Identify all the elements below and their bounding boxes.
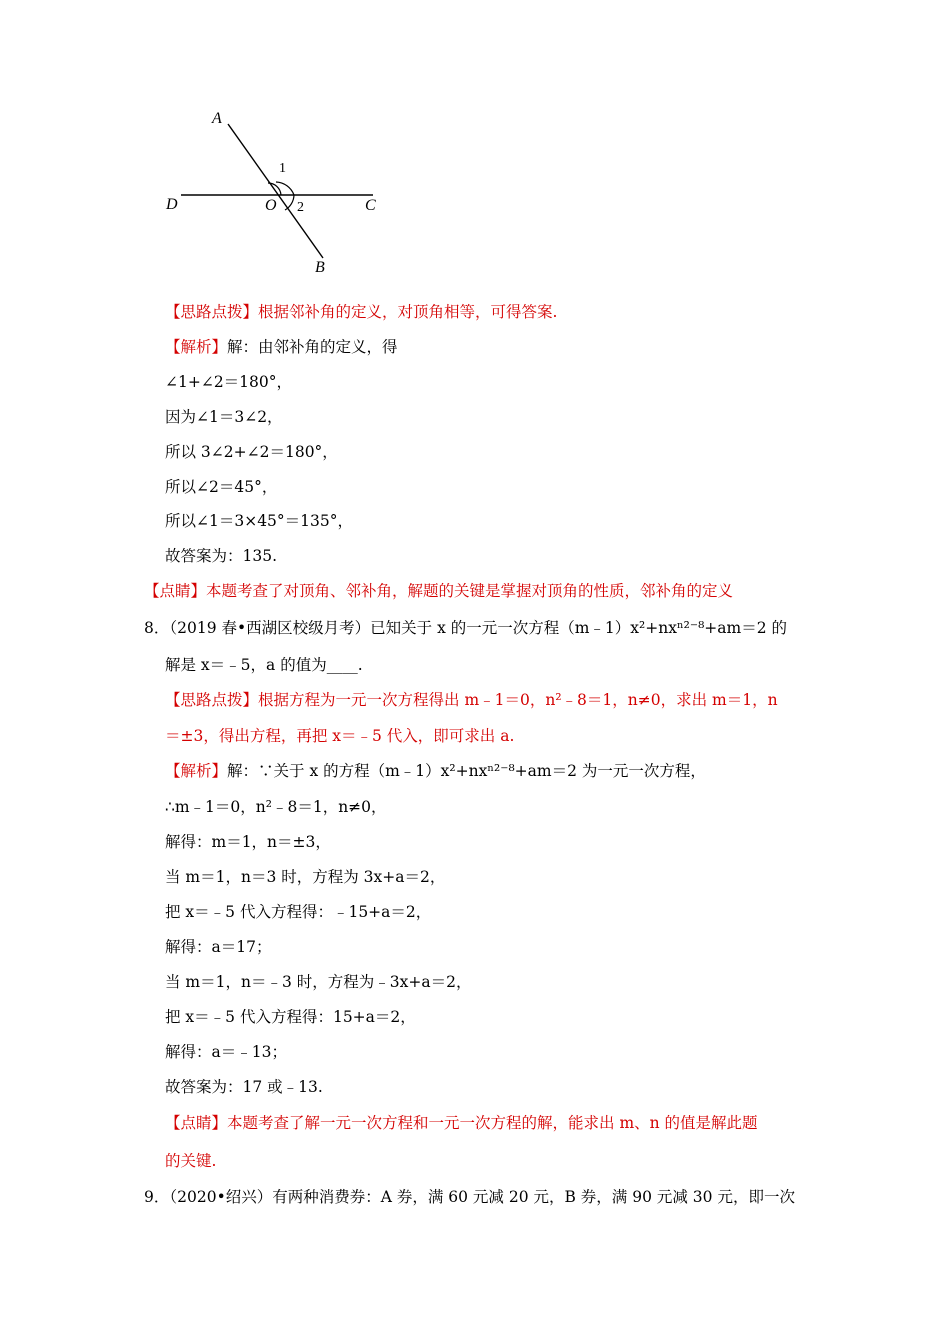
angle-figure <box>0 0 950 300</box>
label-angle-2: 2 <box>297 200 304 215</box>
q7-line-4: 所以∠2＝45°， <box>165 478 278 496</box>
q7-hint <box>165 301 557 323</box>
q9-number: 9． <box>144 1188 170 1206</box>
q8-analysis-tag: 【解析】 <box>165 762 228 780</box>
q7-analysis-line-0: 解：由邻补角的定义，得 <box>227 338 398 356</box>
label-b: B <box>315 259 325 276</box>
label-angle-1: 1 <box>279 161 286 176</box>
q8-line-6: 把 x＝﹣5 代入方程得：15+a＝2， <box>165 1008 416 1026</box>
angle-2-arc <box>285 195 294 210</box>
label-o: O <box>265 197 277 214</box>
q8-line-5: 当 m＝1，n＝﹣3 时，方程为﹣3x+a＝2， <box>165 973 472 991</box>
q8-number: 8． <box>144 619 170 637</box>
q7-comment-text: 本题考查了对顶角、邻补角，解题的关键是掌握对顶角的性质，邻补角的定义 <box>206 582 734 600</box>
q7-analysis-tag: 【解析】 <box>165 338 228 356</box>
q8-hint-tag: 【思路点拨】 <box>165 691 259 709</box>
q8-comment-text-1: 本题考查了解一元一次方程和一元一次方程的解，能求出 m、n 的值是解此题 <box>227 1114 758 1132</box>
line-ab <box>228 124 323 258</box>
q8-line-8: 故答案为：17 或﹣13. <box>165 1078 323 1096</box>
q8-line-4: 解得：a＝17； <box>165 938 272 956</box>
label-c: C <box>365 197 376 214</box>
q7-line-5: 所以∠1＝3×45°＝135°， <box>165 512 354 530</box>
q8-line-2: 当 m＝1，n＝3 时，方程为 3x+a＝2， <box>165 868 446 886</box>
q7-line-3: 所以 3∠2+∠2＝180°， <box>165 443 338 461</box>
q7-line-1: ∠1+∠2＝180°， <box>165 373 293 391</box>
q8-line-7: 解得：a＝﹣13； <box>165 1043 287 1061</box>
q9-stem-line-1 <box>144 1186 795 1208</box>
q7-hint-tag: 【思路点拨】 <box>165 303 259 321</box>
q7-comment-tag: 【点睛】 <box>144 582 207 600</box>
q8-line-0: ∴m﹣1＝0，n²﹣8＝1，n≠0， <box>165 798 387 816</box>
q7-hint-text: 根据邻补角的定义，对顶角相等，可得答案. <box>258 303 558 321</box>
q8-hint <box>165 689 778 711</box>
q8-line-3: 把 x＝﹣5 代入方程得：﹣15+a＝2， <box>165 903 432 921</box>
q8-analysis-first: 解：∵关于 x 的方程（m﹣1）x²+nxⁿ²⁻⁸+am＝2 为一元一次方程， <box>227 762 706 780</box>
q8-comment-tag: 【点睛】 <box>165 1114 228 1132</box>
q8-analysis <box>165 760 706 782</box>
q7-comment <box>144 580 733 602</box>
q8-stem-text-1: （2019 春•西湖区校级月考）已知关于 x 的一元一次方程（m﹣1）x²+nxⁿ²⁻⁸+am＝2 的 <box>169 619 787 637</box>
q8-hint-text-1: 根据方程为一元一次方程得出 m﹣1＝0，n²﹣8＝1，n≠0，求出 m＝1，n <box>258 691 778 709</box>
q8-comment-line-2: 的关键. <box>165 1152 217 1170</box>
q9-stem-text-1: （2020•绍兴）有两种消费券：A 券，满 60 元减 20 元，B 券，满 90 元减 30 元，即一次 <box>169 1188 795 1206</box>
q8-stem-line-1 <box>144 617 787 639</box>
q8-comment <box>165 1112 758 1134</box>
q7-line-2: 因为∠1＝3∠2， <box>165 408 283 426</box>
label-a: A <box>212 110 222 127</box>
q8-line-1: 解得：m＝1，n＝±3， <box>165 833 331 851</box>
q7-analysis <box>165 336 398 358</box>
label-d: D <box>166 196 178 213</box>
q8-hint-line-2: ＝±3，得出方程，再把 x＝﹣5 代入，即可求出 a. <box>165 727 515 745</box>
q8-stem-line-2: 解是 x＝﹣5，a 的值为____. <box>165 656 363 674</box>
q7-line-6: 故答案为：135. <box>165 547 278 565</box>
